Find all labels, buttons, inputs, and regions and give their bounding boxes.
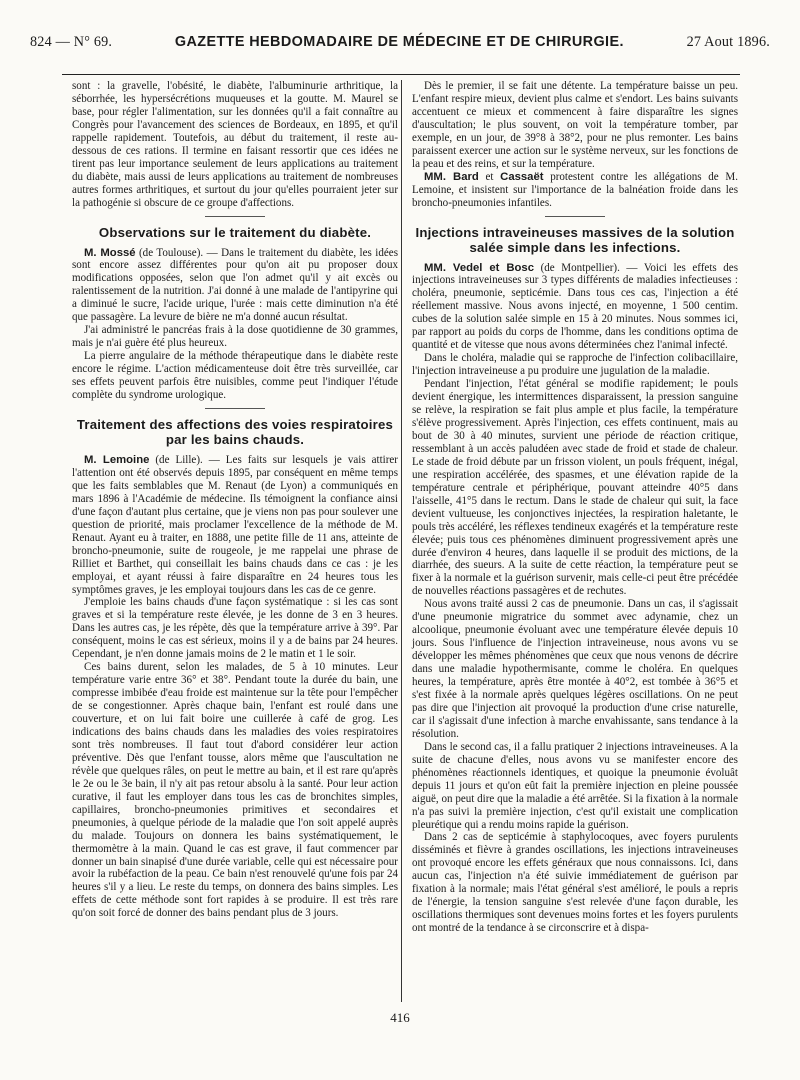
paragraph: J'ai administré le pancréas frais à la dose quotidienne de 30 grammes, mais je n'ai guère été plus heureux. <box>72 324 398 350</box>
author-name: MM. Bard <box>424 170 479 183</box>
right-column <box>412 80 738 935</box>
page-number: 416 <box>390 1010 410 1025</box>
author-name: MM. Vedel et Bosc <box>424 261 534 274</box>
section-heading: Observations sur le traitement du diabète. <box>98 224 372 240</box>
paragraph <box>72 454 398 596</box>
running-head <box>30 34 770 54</box>
paragraph: Dans 2 cas de septicémie à staphylocoques, avec foyers purulents disséminés et fièvre à grandes oscillations, les injections intraveineuses ont provoqué encore les effets généraux que nous connaissons. Ici, dans aucun cas, l'injection n'a été suivie immédiatement de guérison par fixation à la normale; mais l'état général s'est amélioré, le pouls a repris de l'énergie, la tension sanguine s'est relevée d'une façon durable, les oscillations thermiques sont devenues moins fortes et les foyers purulents ont montré de la tendance à se circonscrire et à dispa- <box>412 831 738 935</box>
paragraph: J'emploie les bains chauds d'une façon systématique : si les cas sont graves et si la température reste élevée, je les donne de 3 en 3 heures. Dans les autres cas, je les répète, dès que la température arrive à 39°. Par conséquent, moins le cas est sérieux, moins il y a de bains par 24 heures. Cependant, je n'en donne jamais moins de 2 le matin et 1 le soir. <box>72 596 398 661</box>
section-divider <box>205 408 265 409</box>
paragraph-text: (de Toulouse). — Dans le traitement du diabète, les idées sont encore assez différentes pour qu'on ait pu proposer doux modifications opposées, selon que l'on admet qu'il y ait excès ou ralentissement de la nutrition. J'ai donné à une malade de l'antipyrine qui a diminué le sucre, l'acide urique, l'urée : mais cette diminution n'a été que passagère. La levure de bière ne m'a donné aucun résultat. <box>72 246 398 324</box>
journal-title: GAZETTE HEBDOMADAIRE DE MÉDECINE ET DE CHIRURGIE. <box>174 34 624 50</box>
paragraph-text: protestent contre les allégations de M. Lemoine, et insistent sur l'importance de la balnéation froide dans les broncho-pneumonies infantiles. <box>412 170 738 209</box>
author-name: M. Lemoine <box>84 453 150 466</box>
paragraph <box>412 262 738 353</box>
paragraph <box>72 247 398 325</box>
paragraph <box>412 171 738 210</box>
paragraph-text: (de Montpellier). — Voici les effets des injections intraveineuses sur 3 types différents de maladies infectieuses : choléra, pneumonie, septicémie. Dans tous ces cas, l'injection a été réellement massive. Nous avons injecté, en moyenne, 1 500 centim. cubes de la solution salée simple en 15 à 20 minutes. Nous sommes ici, par rapport au poids du corps de l'homme, dans les conditions optima de quantité et de vitesse que nous avons déterminées chez l'animal infecté. <box>412 261 739 352</box>
paragraph: Ces bains durent, selon les malades, de 5 à 10 minutes. Leur température varie entre 36° et 38°. Pendant toute la durée du bain, une compresse imbibée d'eau froide est maintenue sur la tête pour l'empêcher de se congestionner. Après chaque bain, l'enfant est roulé dans une couverture, et on lui fait boire une cuillerée à café de grog. Les indications des bains chauds dans les maladies des voies respiratoires sont très nombreuses. Il faut tout d'abord considérer leur action préventive. Dès que l'enfant tousse, alors même que l'auscultation ne révèle que quelques râles, on peut le mettre au bain, et il est rare qu'après le 2e ou le 3e bain, il n'y ait pas retour absolu à la santé. Pour leur action curative, il faut les employer dans tous les cas de bronchites simples, capillaires, broncho-pneumonies primitives et secondaires et pneumonies, à quelque période de la maladie que l'on soit appelé auprès du malade. Toujours on donnera les bains systématiquement, le thermomètre à la main. Quand le cas est grave, il faut commencer par donner un bain sinapisé d'une durée variable, celle qui est nécessaire pour avoir la rubéfaction de la peau. Ce bain n'est renouvelé qu'une fois par 24 heures s'il y a lieu. Le reste du temps, on donnera des bains simples. Les effets de cette méthode sont fort rapides à se produire. Il est très rare qu'on soit forcé de donner des bains pendant plus de 3 jours. <box>72 661 398 920</box>
author-name: M. Mossé <box>84 246 136 259</box>
left-column <box>72 80 398 920</box>
page-issue-label: 824 — N° 69. <box>30 34 113 50</box>
column-divider <box>401 80 402 1002</box>
paragraph: La pierre angulaire de la méthode thérapeutique dans le diabète reste encore le régime. L'action médicamenteuse doit être très surveillée, car ses effets peuvent parfois être nuisibles, comme peut l'indiquer l'étude complète du syndrome urologique. <box>72 350 398 402</box>
issue-date: 27 Aout 1896. <box>686 34 770 50</box>
section-heading: Traitement des affections des voies respiratoires par les bains chauds. <box>76 416 394 447</box>
paragraph: Dans le second cas, il a fallu pratiquer 2 injections intraveineuses. A la suite de chacune d'elles, nous avons vu se manifester encore des phénomènes réactionnels identiques, et quoique la pneumonie évoluât depuis 11 jours et qu'on eût fait la première injection en pleine poussée aiguë, on peut dire que la maladie a été arrêtée. Si la fixation à la normale n'a pas suivi la première injection, c'est qu'il existait une complication pleurétique qui a rendu moins rapide la guérison. <box>412 740 738 831</box>
conjunction: et <box>478 170 501 183</box>
paragraph: Dès le premier, il se fait une détente. La température baisse un peu. L'enfant respire mieux, devient plus calme et s'endort. Les bains suivants accentuent ce mieux et commencent à faire disparaître les signes d'auscultation; le plus souvent, on voit la température tomber, par exemple, en un jour, de 39°8 à 38°2, pour ne plus remonter. Les bains paraissent exercer une action sur le système nerveux, sur les fonctions de la peau et des reins, et sur la température. <box>412 80 738 170</box>
author-name: Cassaët <box>500 170 544 183</box>
paragraph-text: (de Lille). — Les faits sur lesquels je vais attirer l'attention ont été observés depuis 1895, par conséquent en même temps que les faits semblables que M. Renaut (de Lyon) a communiqués en mars 1896 à l'Académie de médecine. Ils témoignent la confiance ainsi d'une façon d'autant plus certaine, que je viens non pas pour soulever une question de priorité, mais proclamer l'excellence de la méthode de M. Renaut. Ayant eu à traiter, en 1888, une petite fille de 11 ans, atteinte de broncho-pneumonie, suite de rougeole, je me rappelai une phrase de Rilliet et Barthet, qui conseillait les bains chauds dans ce cas : je les employai, et ayant réussi à faire disparaître en 24 heures tous les symptômes graves, je les employai toujours dans les cas de ce genre. <box>72 453 398 596</box>
section-heading: Injections intraveineuses massives de la solution salée simple dans les infections. <box>415 224 735 255</box>
paragraph: Dans le choléra, maladie qui se rapproche de l'infection colibacillaire, l'injection intraveineuse a pu produire une jugulation de la maladie. <box>412 352 738 378</box>
paragraph: Pendant l'injection, l'état général se modifie rapidement; le pouls devient énergique, les intermittences disparaissent, la pression sanguine se relève, la respiration se fait plus ample et plus facile, la température s'élève progressivement. Après l'injection, ces effets continuent, mais au bout de 30 à 40 minutes, survient une période de réaction critique, ressemblant à un accès paludéen avec stade de froid et stade de chaleur. Le stade de froid débute par un frisson violent, un pouls fréquent, inégal, une respiration accélérée, des spasmes, et une élévation rapide de la température centrale et périphérique, pouvant atteindre 40°5 dans l'aisselle, 41°5 dans le rectum. Dans le stade de chaleur qui suit, la face devient vultueuse, les conjonctives injectées, la respiration haletante, le pouls très accéléré, les réflexes tendineux exagérés et la température reste élevée; puis tous ces phénomènes diminuent progressivement après une durée d'environ 4 heures, dans laquelle il se produit des mictions, de la diarrhée, des sueurs. A la suite de cette réaction, la température peut se fixer à la normale et la guérison survenir, mais celle-ci peut être précédée de nouvelles réactions passagères et de rechutes. <box>412 378 738 598</box>
header-rule <box>62 74 740 75</box>
section-divider <box>205 216 265 217</box>
paragraph: Nous avons traité aussi 2 cas de pneumonie. Dans un cas, il s'agissait d'une pneumonie migratrice du sommet avec adynamie, chez un alcoolique, pneumonie évoluant avec une température élevée depuis 10 jours. Sous l'influence de l'injection intraveineuse, nous avons vu se développer les mêmes phénomènes que ceux que nous venons de décrire dans une maladie hypothermisante, comme le choléra. En quelques heures, la température, après être montée à 40°2, est tombée à 36°5 et s'est fixée à la normale après quelques légères oscillations. On ne peut pas dire que l'injection ait provoqué la production d'une crise naturelle, car il s'agissait d'une infection à marche envahissante, sans tendance à la résolution. <box>412 598 738 740</box>
paragraph: sont : la gravelle, l'obésité, le diabète, l'albuminurie arthritique, la séborrhée, les hypersécrétions muqueuses et la goutte. M. Maurel se base, pour régler l'alimentation, sur les données qu'il a fait connaître au Congrès pour l'avancement des sciences de Bordeaux, en 1895, et qu'il rappelle rapidement. Toutefois, au début du traitement, il reste au-dessous de ces rations. Il termine en faisant ressortir que ces idées ne tirent pas leur importance seulement de leurs applications au traitement du diabète, mais aussi de leurs applications au traitement de nombreuses autres formes arthritiques, et surtout du jour qu'elles pourraient jeter sur la pathogénie si obscure de ce groupe d'affections. <box>72 80 398 209</box>
section-divider <box>545 216 605 217</box>
